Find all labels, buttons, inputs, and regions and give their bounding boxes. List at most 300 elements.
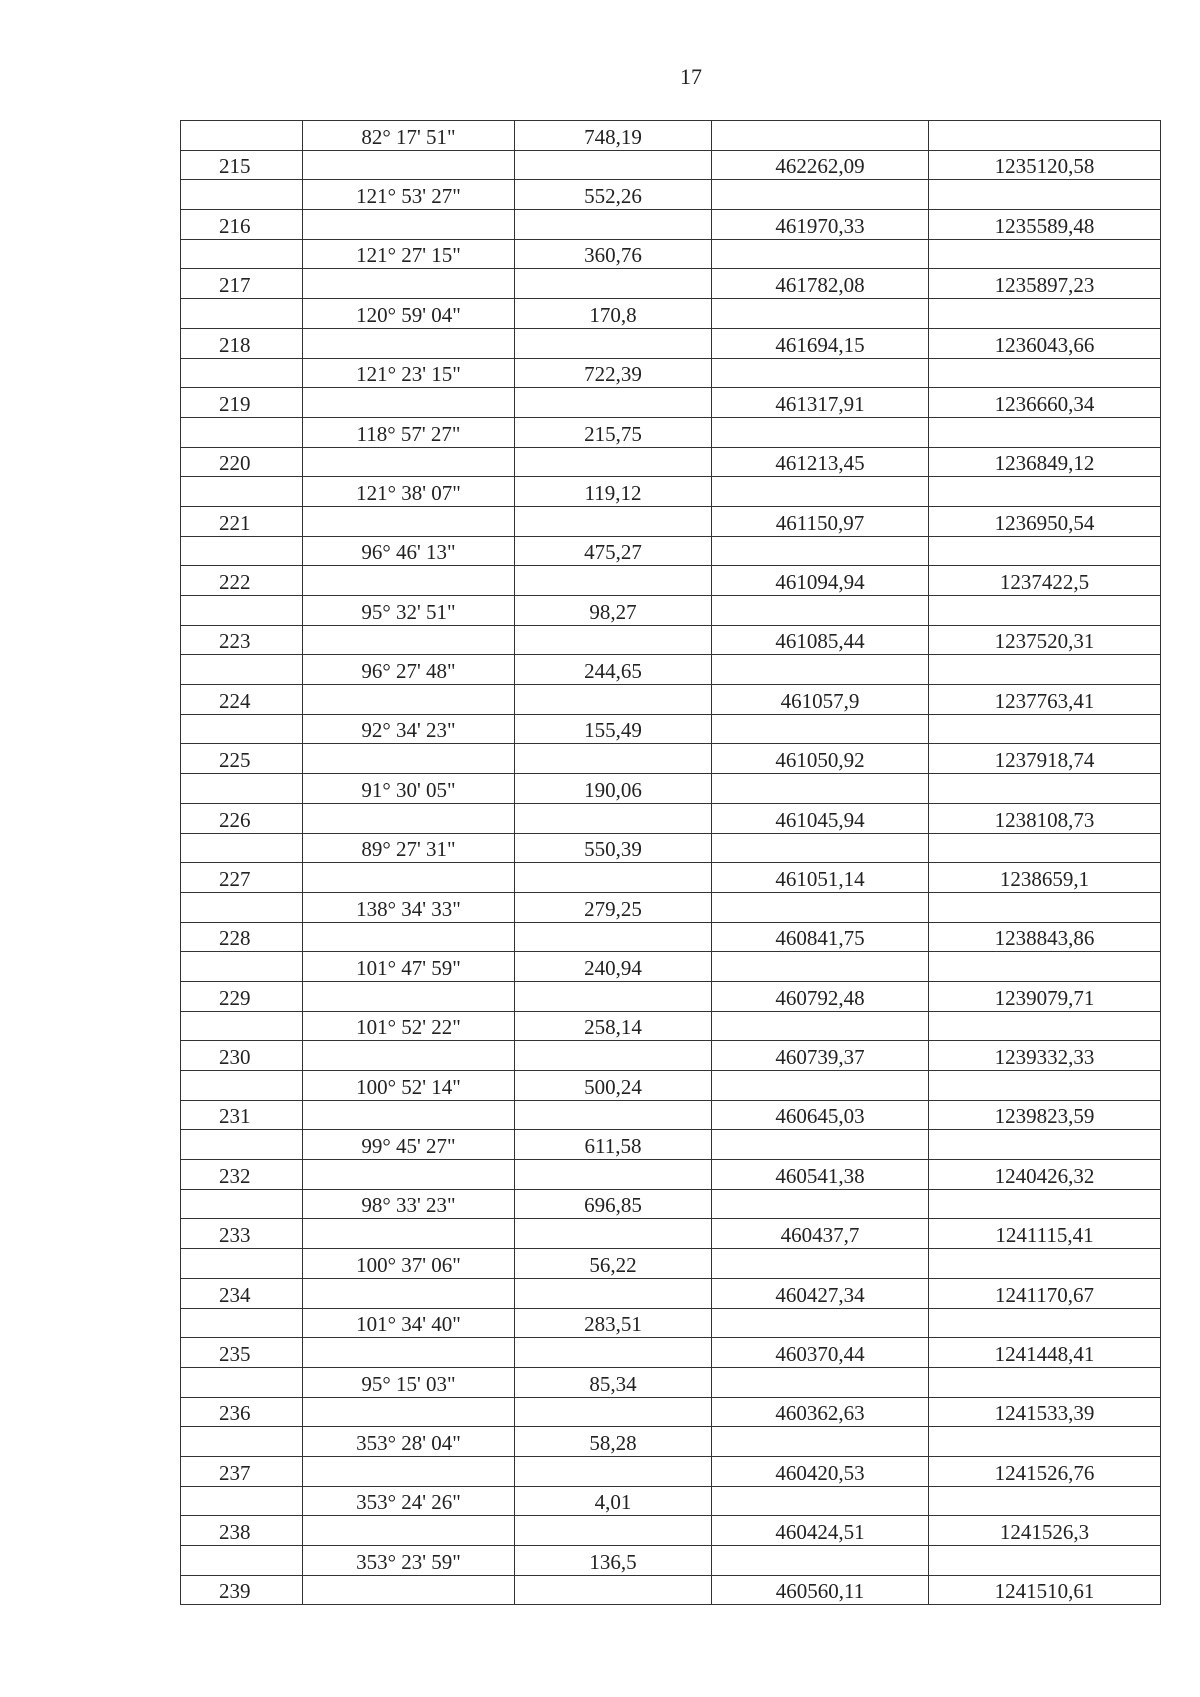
segment-row (181, 1189, 1161, 1219)
point-number-cell (181, 1249, 303, 1279)
segment-row (181, 180, 1161, 210)
direction-angle-cell: 95° 15' 03" (303, 1367, 515, 1397)
direction-angle-cell (303, 506, 515, 536)
point-number-cell: 220 (181, 447, 303, 477)
point-number-cell (181, 1486, 303, 1516)
point-number-cell: 235 (181, 1338, 303, 1368)
segment-row (181, 892, 1161, 922)
distance-cell (515, 388, 712, 418)
point-number-cell: 233 (181, 1219, 303, 1249)
y-coordinate-cell (929, 477, 1161, 507)
y-coordinate-cell (929, 596, 1161, 626)
direction-angle-cell (303, 1575, 515, 1605)
point-row (181, 388, 1161, 418)
distance-cell: 244,65 (515, 655, 712, 685)
direction-angle-cell: 138° 34' 33" (303, 892, 515, 922)
y-coordinate-cell: 1241170,67 (929, 1278, 1161, 1308)
y-coordinate-cell (929, 1427, 1161, 1457)
y-coordinate-cell: 1238659,1 (929, 863, 1161, 893)
direction-angle-cell: 121° 53' 27" (303, 180, 515, 210)
point-number-cell (181, 1071, 303, 1101)
distance-cell (515, 625, 712, 655)
distance-cell (515, 1575, 712, 1605)
direction-angle-cell: 101° 34' 40" (303, 1308, 515, 1338)
y-coordinate-cell: 1239079,71 (929, 981, 1161, 1011)
point-number-cell (181, 1367, 303, 1397)
distance-cell: 360,76 (515, 239, 712, 269)
distance-cell: 170,8 (515, 299, 712, 329)
point-number-cell: 216 (181, 210, 303, 240)
point-number-cell: 227 (181, 863, 303, 893)
point-number-cell: 237 (181, 1456, 303, 1486)
point-number-cell (181, 774, 303, 804)
x-coordinate-cell (712, 536, 929, 566)
distance-cell: 696,85 (515, 1189, 712, 1219)
point-number-cell: 236 (181, 1397, 303, 1427)
direction-angle-cell: 82° 17' 51" (303, 121, 515, 151)
point-number-cell (181, 655, 303, 685)
y-coordinate-cell (929, 655, 1161, 685)
direction-angle-cell (303, 685, 515, 715)
distance-cell: 283,51 (515, 1308, 712, 1338)
direction-angle-cell (303, 1456, 515, 1486)
point-number-cell: 226 (181, 803, 303, 833)
distance-cell (515, 506, 712, 536)
x-coordinate-cell (712, 1011, 929, 1041)
point-number-cell (181, 1011, 303, 1041)
y-coordinate-cell: 1236849,12 (929, 447, 1161, 477)
x-coordinate-cell (712, 892, 929, 922)
coordinates-table (180, 120, 1161, 1605)
point-row (181, 210, 1161, 240)
direction-angle-cell (303, 269, 515, 299)
distance-cell (515, 210, 712, 240)
point-row (181, 803, 1161, 833)
y-coordinate-cell: 1241115,41 (929, 1219, 1161, 1249)
x-coordinate-cell: 460645,03 (712, 1100, 929, 1130)
point-row (181, 1516, 1161, 1546)
x-coordinate-cell (712, 952, 929, 982)
segment-row (181, 239, 1161, 269)
point-row (181, 685, 1161, 715)
direction-angle-cell (303, 922, 515, 952)
y-coordinate-cell: 1240426,32 (929, 1160, 1161, 1190)
y-coordinate-cell (929, 239, 1161, 269)
distance-cell (515, 863, 712, 893)
point-number-cell (181, 239, 303, 269)
distance-cell (515, 1160, 712, 1190)
y-coordinate-cell: 1236043,66 (929, 328, 1161, 358)
x-coordinate-cell (712, 1130, 929, 1160)
y-coordinate-cell: 1238108,73 (929, 803, 1161, 833)
segment-row (181, 1130, 1161, 1160)
x-coordinate-cell: 460437,7 (712, 1219, 929, 1249)
point-number-cell: 224 (181, 685, 303, 715)
x-coordinate-cell: 460739,37 (712, 1041, 929, 1071)
distance-cell (515, 685, 712, 715)
direction-angle-cell: 100° 37' 06" (303, 1249, 515, 1279)
y-coordinate-cell (929, 358, 1161, 388)
direction-angle-cell (303, 1100, 515, 1130)
segment-row (181, 1546, 1161, 1576)
y-coordinate-cell: 1237422,5 (929, 566, 1161, 596)
point-number-cell: 239 (181, 1575, 303, 1605)
direction-angle-cell: 121° 27' 15" (303, 239, 515, 269)
distance-cell: 136,5 (515, 1546, 712, 1576)
segment-row (181, 774, 1161, 804)
direction-angle-cell: 96° 46' 13" (303, 536, 515, 566)
coordinates-table-body (181, 121, 1161, 1605)
point-number-cell (181, 596, 303, 626)
point-row (181, 566, 1161, 596)
point-number-cell: 222 (181, 566, 303, 596)
y-coordinate-cell (929, 1189, 1161, 1219)
distance-cell: 722,39 (515, 358, 712, 388)
x-coordinate-cell: 461150,97 (712, 506, 929, 536)
point-number-cell (181, 1130, 303, 1160)
point-number-cell (181, 833, 303, 863)
y-coordinate-cell (929, 833, 1161, 863)
y-coordinate-cell (929, 1249, 1161, 1279)
y-coordinate-cell (929, 1071, 1161, 1101)
point-row (181, 981, 1161, 1011)
x-coordinate-cell (712, 1189, 929, 1219)
point-number-cell (181, 952, 303, 982)
x-coordinate-cell: 461057,9 (712, 685, 929, 715)
y-coordinate-cell: 1239823,59 (929, 1100, 1161, 1130)
direction-angle-cell (303, 150, 515, 180)
distance-cell (515, 1041, 712, 1071)
distance-cell (515, 1516, 712, 1546)
x-coordinate-cell: 461213,45 (712, 447, 929, 477)
x-coordinate-cell: 461970,33 (712, 210, 929, 240)
point-number-cell: 215 (181, 150, 303, 180)
point-number-cell (181, 892, 303, 922)
distance-cell: 258,14 (515, 1011, 712, 1041)
distance-cell (515, 1100, 712, 1130)
x-coordinate-cell: 460427,34 (712, 1278, 929, 1308)
segment-row (181, 358, 1161, 388)
point-number-cell (181, 1189, 303, 1219)
y-coordinate-cell (929, 536, 1161, 566)
x-coordinate-cell (712, 1367, 929, 1397)
page-number: 17 (680, 64, 702, 89)
distance-cell: 4,01 (515, 1486, 712, 1516)
y-coordinate-cell (929, 417, 1161, 447)
direction-angle-cell (303, 1397, 515, 1427)
x-coordinate-cell: 461317,91 (712, 388, 929, 418)
y-coordinate-cell: 1235589,48 (929, 210, 1161, 240)
distance-cell (515, 1456, 712, 1486)
point-number-cell (181, 299, 303, 329)
x-coordinate-cell: 460541,38 (712, 1160, 929, 1190)
point-number-cell: 232 (181, 1160, 303, 1190)
x-coordinate-cell (712, 299, 929, 329)
point-row (181, 269, 1161, 299)
y-coordinate-cell: 1239332,33 (929, 1041, 1161, 1071)
segment-row (181, 714, 1161, 744)
direction-angle-cell (303, 388, 515, 418)
y-coordinate-cell: 1236950,54 (929, 506, 1161, 536)
point-row (181, 328, 1161, 358)
point-row (181, 1278, 1161, 1308)
segment-row (181, 1427, 1161, 1457)
point-number-cell: 234 (181, 1278, 303, 1308)
x-coordinate-cell (712, 774, 929, 804)
y-coordinate-cell: 1237520,31 (929, 625, 1161, 655)
distance-cell: 500,24 (515, 1071, 712, 1101)
y-coordinate-cell: 1236660,34 (929, 388, 1161, 418)
x-coordinate-cell: 460792,48 (712, 981, 929, 1011)
x-coordinate-cell: 461085,44 (712, 625, 929, 655)
y-coordinate-cell (929, 892, 1161, 922)
point-number-cell (181, 477, 303, 507)
point-number-cell: 223 (181, 625, 303, 655)
point-number-cell: 217 (181, 269, 303, 299)
point-row (181, 1219, 1161, 1249)
point-number-cell: 218 (181, 328, 303, 358)
distance-cell (515, 447, 712, 477)
distance-cell: 190,06 (515, 774, 712, 804)
y-coordinate-cell (929, 1011, 1161, 1041)
direction-angle-cell (303, 744, 515, 774)
distance-cell (515, 744, 712, 774)
x-coordinate-cell: 461050,92 (712, 744, 929, 774)
direction-angle-cell: 99° 45' 27" (303, 1130, 515, 1160)
segment-row (181, 596, 1161, 626)
y-coordinate-cell (929, 299, 1161, 329)
point-number-cell (181, 121, 303, 151)
point-number-cell: 228 (181, 922, 303, 952)
point-row (181, 922, 1161, 952)
point-row (181, 1456, 1161, 1486)
point-number-cell (181, 1546, 303, 1576)
x-coordinate-cell (712, 477, 929, 507)
distance-cell: 240,94 (515, 952, 712, 982)
y-coordinate-cell (929, 1308, 1161, 1338)
point-number-cell: 219 (181, 388, 303, 418)
y-coordinate-cell: 1241533,39 (929, 1397, 1161, 1427)
y-coordinate-cell (929, 180, 1161, 210)
x-coordinate-cell: 461694,15 (712, 328, 929, 358)
x-coordinate-cell: 461094,94 (712, 566, 929, 596)
point-number-cell (181, 1427, 303, 1457)
direction-angle-cell: 98° 33' 23" (303, 1189, 515, 1219)
y-coordinate-cell: 1237763,41 (929, 685, 1161, 715)
segment-row (181, 1367, 1161, 1397)
distance-cell (515, 1338, 712, 1368)
point-number-cell (181, 180, 303, 210)
segment-row (181, 477, 1161, 507)
y-coordinate-cell: 1235120,58 (929, 150, 1161, 180)
distance-cell: 279,25 (515, 892, 712, 922)
point-row (181, 1397, 1161, 1427)
point-row (181, 506, 1161, 536)
point-row (181, 863, 1161, 893)
direction-angle-cell (303, 1338, 515, 1368)
y-coordinate-cell: 1241526,3 (929, 1516, 1161, 1546)
x-coordinate-cell: 462262,09 (712, 150, 929, 180)
x-coordinate-cell: 460362,63 (712, 1397, 929, 1427)
x-coordinate-cell: 461051,14 (712, 863, 929, 893)
point-row (181, 1338, 1161, 1368)
distance-cell (515, 328, 712, 358)
direction-angle-cell: 100° 52' 14" (303, 1071, 515, 1101)
distance-cell (515, 1219, 712, 1249)
segment-row (181, 1308, 1161, 1338)
direction-angle-cell (303, 566, 515, 596)
segment-row (181, 1011, 1161, 1041)
segment-row (181, 655, 1161, 685)
distance-cell: 550,39 (515, 833, 712, 863)
distance-cell (515, 1397, 712, 1427)
point-number-cell: 221 (181, 506, 303, 536)
point-row (181, 447, 1161, 477)
distance-cell (515, 1278, 712, 1308)
x-coordinate-cell: 460420,53 (712, 1456, 929, 1486)
distance-cell: 56,22 (515, 1249, 712, 1279)
y-coordinate-cell: 1237918,74 (929, 744, 1161, 774)
distance-cell: 155,49 (515, 714, 712, 744)
segment-row (181, 1071, 1161, 1101)
y-coordinate-cell: 1235897,23 (929, 269, 1161, 299)
distance-cell: 215,75 (515, 417, 712, 447)
segment-row (181, 299, 1161, 329)
x-coordinate-cell (712, 655, 929, 685)
x-coordinate-cell: 460560,11 (712, 1575, 929, 1605)
direction-angle-cell: 96° 27' 48" (303, 655, 515, 685)
point-number-cell: 230 (181, 1041, 303, 1071)
x-coordinate-cell (712, 358, 929, 388)
direction-angle-cell (303, 981, 515, 1011)
x-coordinate-cell (712, 596, 929, 626)
direction-angle-cell: 353° 28' 04" (303, 1427, 515, 1457)
x-coordinate-cell (712, 239, 929, 269)
y-coordinate-cell: 1241510,61 (929, 1575, 1161, 1605)
point-row (181, 1160, 1161, 1190)
segment-row (181, 952, 1161, 982)
direction-angle-cell: 95° 32' 51" (303, 596, 515, 626)
segment-row (181, 536, 1161, 566)
direction-angle-cell: 89° 27' 31" (303, 833, 515, 863)
point-number-cell (181, 1308, 303, 1338)
direction-angle-cell (303, 1278, 515, 1308)
segment-row (181, 833, 1161, 863)
x-coordinate-cell (712, 1249, 929, 1279)
point-row (181, 744, 1161, 774)
point-row (181, 1100, 1161, 1130)
distance-cell (515, 803, 712, 833)
distance-cell (515, 269, 712, 299)
segment-row (181, 1486, 1161, 1516)
distance-cell: 85,34 (515, 1367, 712, 1397)
x-coordinate-cell (712, 1486, 929, 1516)
direction-angle-cell: 120° 59' 04" (303, 299, 515, 329)
x-coordinate-cell (712, 1308, 929, 1338)
y-coordinate-cell (929, 121, 1161, 151)
direction-angle-cell: 92° 34' 23" (303, 714, 515, 744)
distance-cell (515, 922, 712, 952)
point-row (181, 150, 1161, 180)
distance-cell: 552,26 (515, 180, 712, 210)
y-coordinate-cell: 1241448,41 (929, 1338, 1161, 1368)
point-number-cell: 231 (181, 1100, 303, 1130)
distance-cell: 58,28 (515, 1427, 712, 1457)
direction-angle-cell: 91° 30' 05" (303, 774, 515, 804)
direction-angle-cell: 121° 23' 15" (303, 358, 515, 388)
distance-cell: 611,58 (515, 1130, 712, 1160)
y-coordinate-cell: 1238843,86 (929, 922, 1161, 952)
point-row (181, 1041, 1161, 1071)
direction-angle-cell (303, 1041, 515, 1071)
distance-cell: 119,12 (515, 477, 712, 507)
point-number-cell (181, 417, 303, 447)
point-number-cell (181, 714, 303, 744)
segment-row (181, 417, 1161, 447)
x-coordinate-cell: 461045,94 (712, 803, 929, 833)
direction-angle-cell (303, 447, 515, 477)
y-coordinate-cell: 1241526,76 (929, 1456, 1161, 1486)
direction-angle-cell (303, 1516, 515, 1546)
direction-angle-cell (303, 1219, 515, 1249)
x-coordinate-cell: 461782,08 (712, 269, 929, 299)
direction-angle-cell (303, 625, 515, 655)
x-coordinate-cell: 460424,51 (712, 1516, 929, 1546)
y-coordinate-cell (929, 1486, 1161, 1516)
y-coordinate-cell (929, 1546, 1161, 1576)
x-coordinate-cell (712, 180, 929, 210)
direction-angle-cell: 101° 52' 22" (303, 1011, 515, 1041)
x-coordinate-cell: 460370,44 (712, 1338, 929, 1368)
point-number-cell: 225 (181, 744, 303, 774)
x-coordinate-cell: 460841,75 (712, 922, 929, 952)
point-row (181, 1575, 1161, 1605)
direction-angle-cell (303, 863, 515, 893)
x-coordinate-cell (712, 714, 929, 744)
segment-row (181, 121, 1161, 151)
x-coordinate-cell (712, 1427, 929, 1457)
y-coordinate-cell (929, 774, 1161, 804)
direction-angle-cell (303, 803, 515, 833)
distance-cell (515, 150, 712, 180)
segment-row (181, 1249, 1161, 1279)
y-coordinate-cell (929, 714, 1161, 744)
direction-angle-cell: 118° 57' 27" (303, 417, 515, 447)
x-coordinate-cell (712, 1071, 929, 1101)
y-coordinate-cell (929, 1130, 1161, 1160)
point-number-cell: 238 (181, 1516, 303, 1546)
distance-cell: 748,19 (515, 121, 712, 151)
distance-cell (515, 981, 712, 1011)
direction-angle-cell (303, 1160, 515, 1190)
distance-cell: 475,27 (515, 536, 712, 566)
x-coordinate-cell (712, 1546, 929, 1576)
point-number-cell (181, 536, 303, 566)
direction-angle-cell (303, 210, 515, 240)
direction-angle-cell: 121° 38' 07" (303, 477, 515, 507)
x-coordinate-cell (712, 121, 929, 151)
x-coordinate-cell (712, 833, 929, 863)
distance-cell: 98,27 (515, 596, 712, 626)
y-coordinate-cell (929, 952, 1161, 982)
point-number-cell: 229 (181, 981, 303, 1011)
y-coordinate-cell (929, 1367, 1161, 1397)
direction-angle-cell: 353° 24' 26" (303, 1486, 515, 1516)
direction-angle-cell: 101° 47' 59" (303, 952, 515, 982)
point-row (181, 625, 1161, 655)
direction-angle-cell (303, 328, 515, 358)
direction-angle-cell: 353° 23' 59" (303, 1546, 515, 1576)
